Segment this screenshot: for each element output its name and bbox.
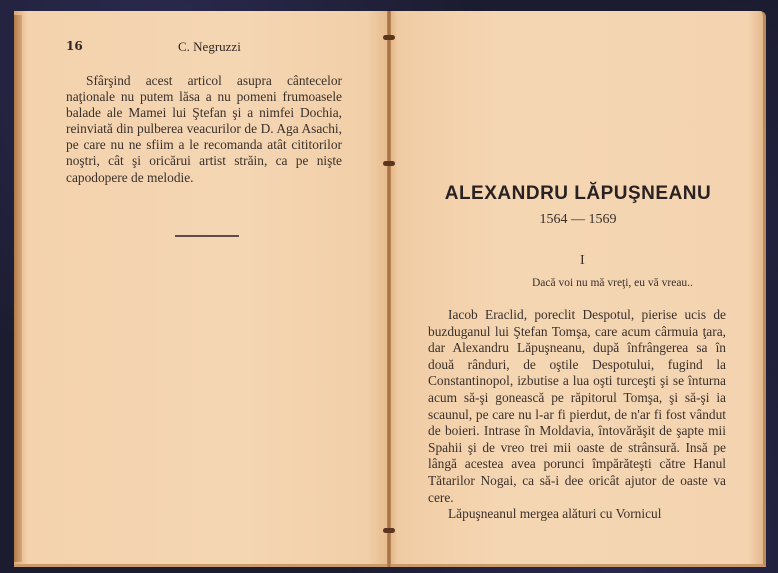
epigraph: Dacă voi nu mă vreţi, eu vă vreau..	[532, 277, 693, 289]
binding-stitch	[383, 35, 395, 40]
left-page-body	[66, 73, 342, 186]
binding-stitch	[383, 528, 395, 533]
left-page	[14, 11, 390, 567]
binding-stitch	[383, 161, 395, 166]
section-divider	[175, 235, 239, 237]
author-header: C. Negruzzi	[178, 39, 241, 54]
chapter-title: ALEXANDRU LĂPUŞNEANU	[444, 183, 712, 204]
chapter-number: I	[580, 253, 585, 268]
right-page-body	[428, 307, 726, 523]
paragraph: Iacob Eraclid, poreclit Despotul, pierise ucis de buzduganul lui Ştefan Tomşa, care acum cârmuia ţara, dar Alexandru Lăpuşneanu, după înfrângerea sa în două rânduri, de oştile Despotului, fugind la Constantinopol, izbutise a lua oşti turceşti şi se înturna acum să-şi gonească pe răpitorul Tomşa, şi să-şi ia scaunul, pe care nu l-ar fi pierdut, de n'ar fi fost vândut de boieri. Intrase în Moldavia, întovărăşit de şapte mii Spahii şi de vreo trei mii oaste de strânsură. Insă pe lângă acestea avea porunci împărăteşti către Hanul Tătarilor Nogai, ca să-i dee oricât ajutor de oaste va cere.	[428, 307, 726, 505]
open-book	[8, 11, 772, 567]
page-edge	[14, 15, 22, 562]
paragraph: Lăpuşneanul mergea alături cu Vornicul	[448, 506, 662, 522]
paragraph: Sfârşind acest articol asupra cântecelor naţionale nu putem lăsa a nu pomeni frumoasele balade ale Mamei lui Ştefan şi a nimfei Dochia, reinviată din pulberea veacurilor de D. Aga Asachi, pe care nu ne sfiim a le recomanda atât cititorilor noştri, cât şi oricărui artist străin, ca pe nişte capodopere de melodie.	[66, 73, 342, 185]
page-number: 16	[66, 39, 83, 53]
chapter-years: 1564 — 1569	[539, 212, 617, 227]
book-spine	[387, 11, 391, 567]
